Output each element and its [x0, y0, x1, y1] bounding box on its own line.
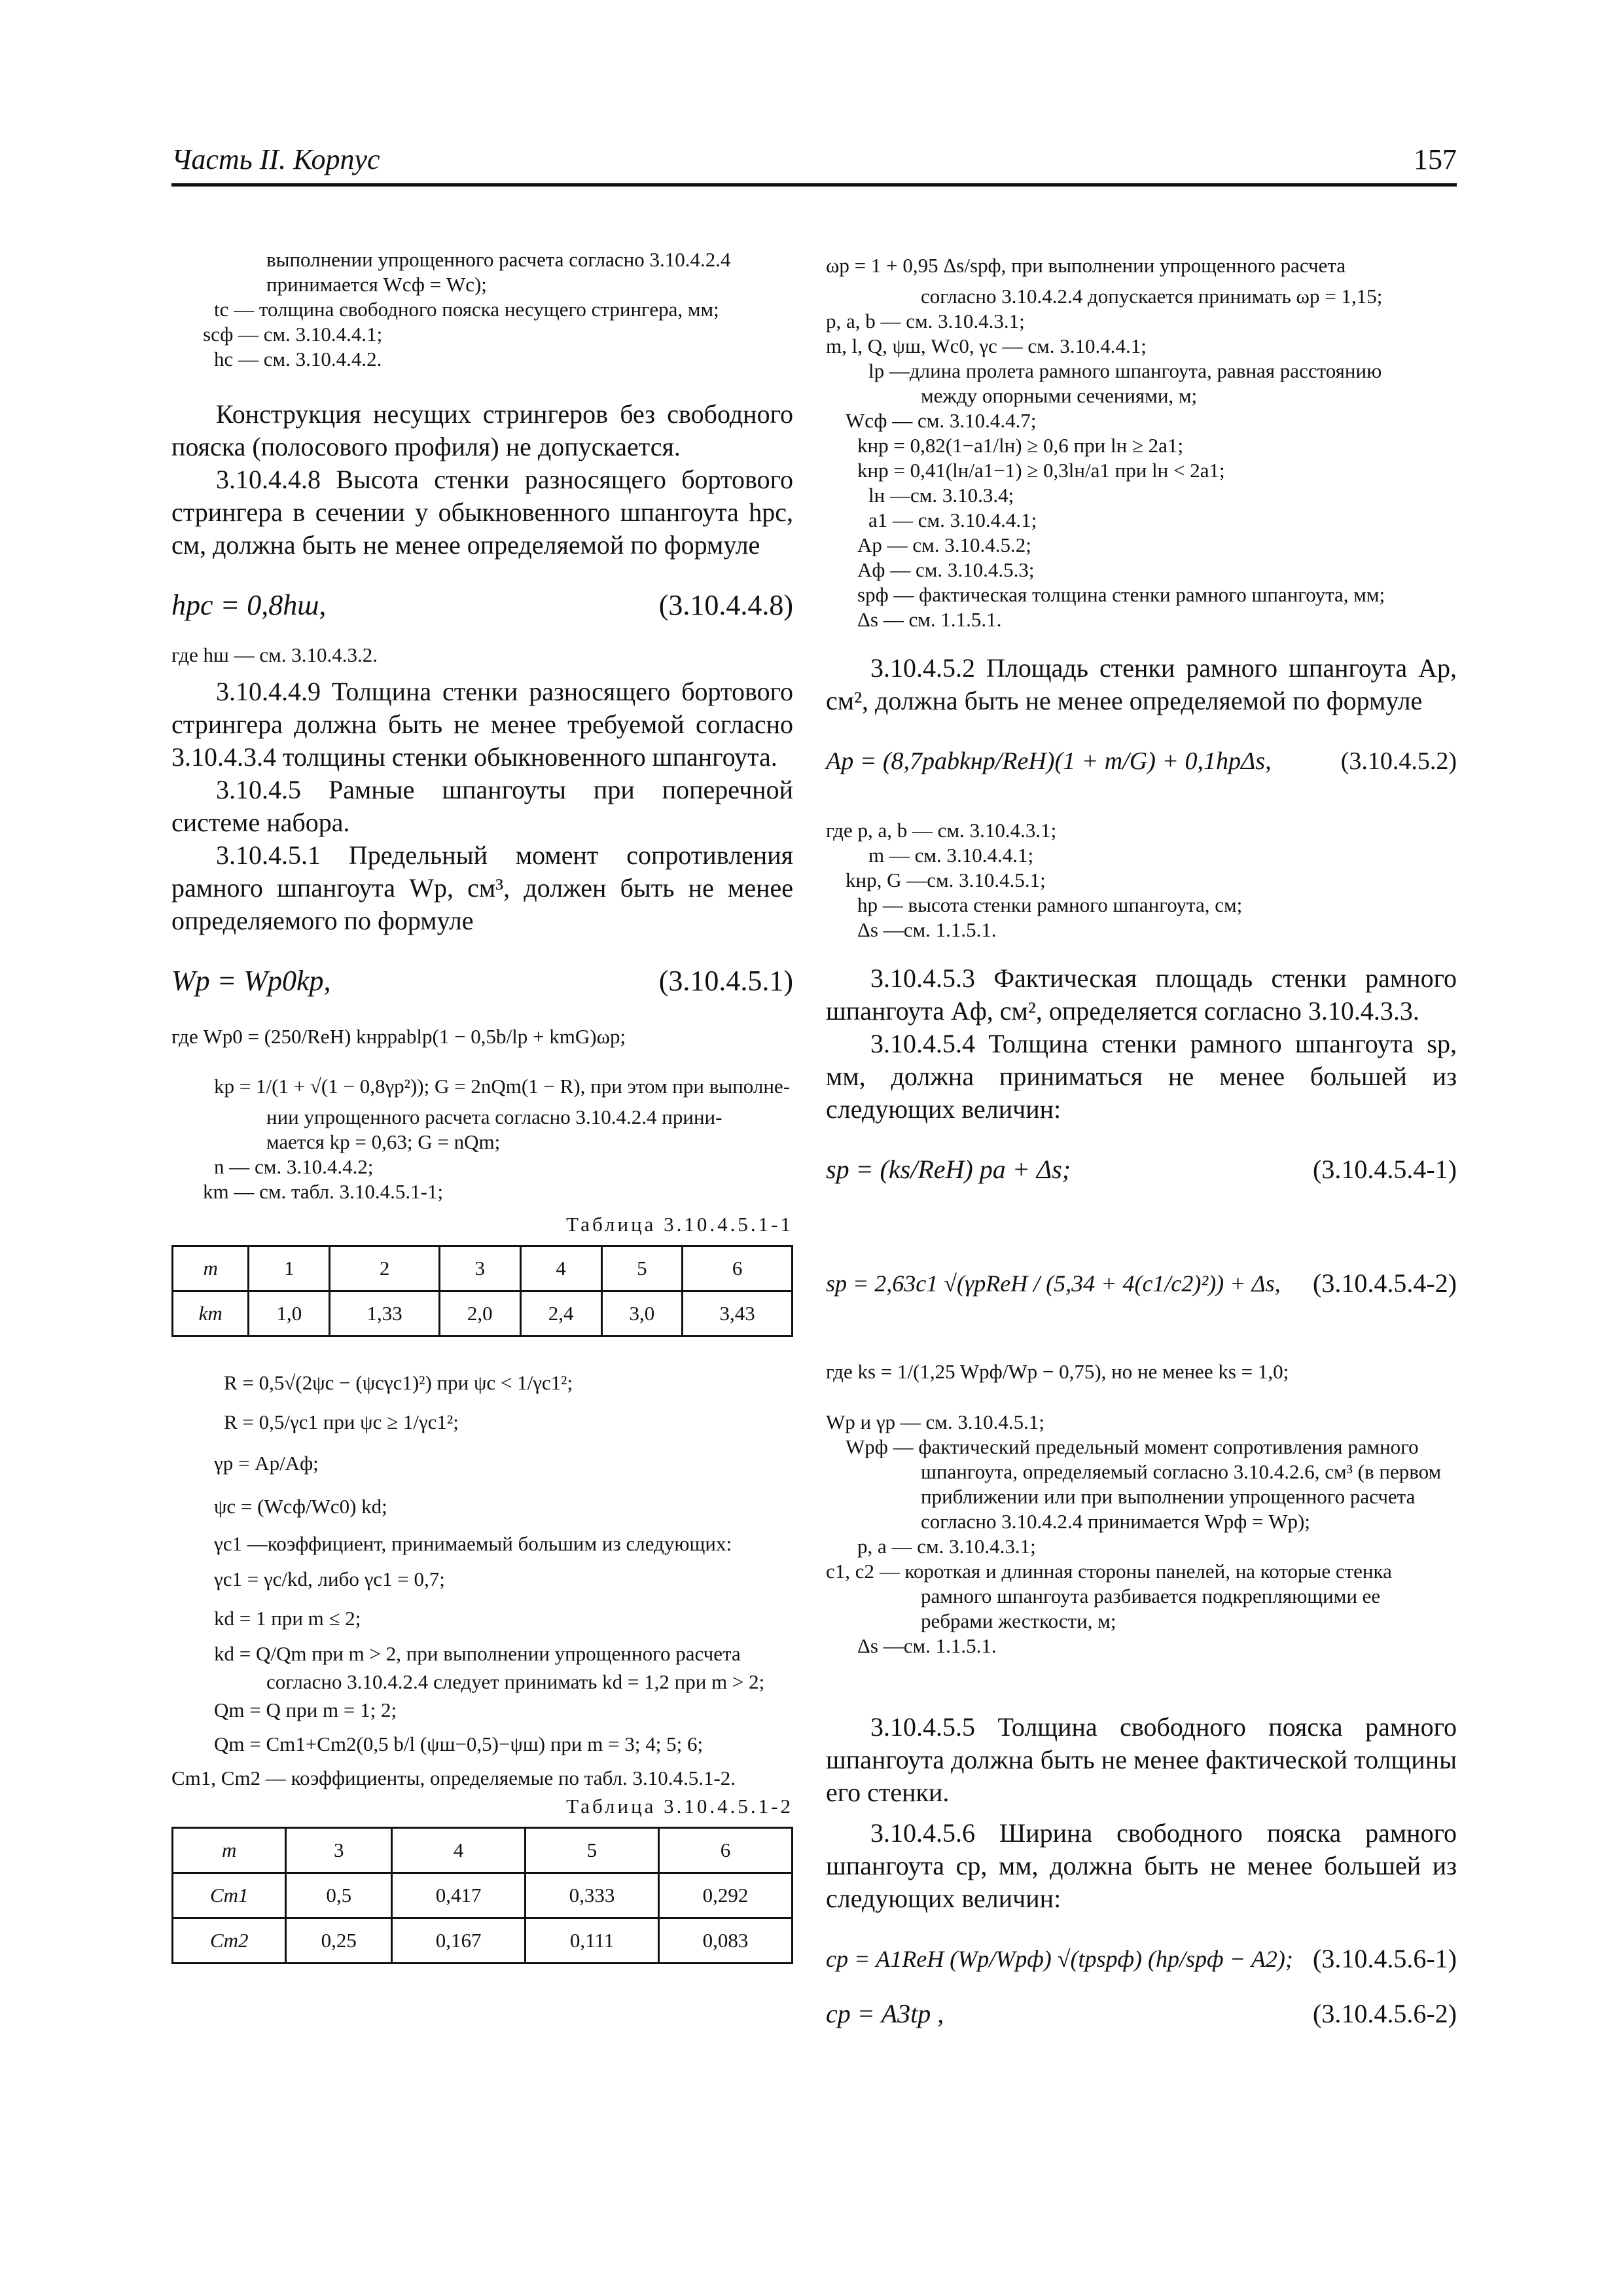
where-line: lн —см. 3.10.3.4;: [868, 484, 1014, 507]
note-line: принимается Wсф = Wс);: [266, 273, 487, 296]
note-line: sсф — см. 3.10.4.4.1;: [203, 323, 383, 346]
table-header-cell: 2: [330, 1246, 440, 1291]
where-line: ребрами жесткости, м;: [921, 1609, 1116, 1632]
equation-line: γс1 = γс/kd, либо γс1 = 0,7;: [214, 1568, 445, 1590]
paragraph: [826, 1711, 1457, 1809]
where-line: p, a — см. 3.10.4.3.1;: [857, 1535, 1036, 1558]
formula-text: Aр = (8,7pabkнр/ReH)(1 + m/G) + 0,1hрΔs,: [826, 747, 1272, 775]
table-header-cell: m: [173, 1246, 249, 1291]
table-row: [173, 1828, 793, 1873]
formula: [171, 588, 793, 623]
table-cell: 2,4: [520, 1291, 601, 1336]
section-number: 3.10.4.5.3: [870, 963, 975, 993]
table-header-cell: 6: [659, 1828, 793, 1873]
section-number: 3.10.4.5.5: [870, 1712, 975, 1742]
table-cell: 0,5: [286, 1873, 392, 1918]
header-title: Часть II. Корпус: [171, 143, 380, 175]
where-line: где p, a, b — см. 3.10.4.3.1;: [826, 819, 1057, 842]
where-line: hр — высота стенки рамного шпангоута, см;: [857, 893, 1243, 916]
running-header: [171, 137, 1457, 187]
table-cell: Cm2: [173, 1918, 286, 1964]
table-header-cell: 3: [286, 1828, 392, 1873]
table-header-cell: 5: [526, 1828, 659, 1873]
table-header-cell: 5: [601, 1246, 683, 1291]
where-line: p, a, b — см. 3.10.4.3.1;: [826, 310, 1025, 332]
table-header-cell: m: [173, 1828, 286, 1873]
section-number: 3.10.4.5: [216, 775, 301, 804]
note-line: tс — толщина свободного пояска несущего стрингера, мм;: [214, 298, 719, 321]
where-line: m — см. 3.10.4.4.1;: [868, 844, 1034, 867]
table-cell: Cm1: [173, 1873, 286, 1918]
note-line: выполнении упрощенного расчета согласно 3.10.4.2.4: [266, 248, 731, 271]
formula-number: (3.10.4.5.1): [658, 965, 793, 997]
where-line: kнр, G —см. 3.10.4.5.1;: [846, 869, 1046, 891]
table-cell: 3,43: [683, 1291, 793, 1336]
where-line: kнр = 0,82(1−a1/lн) ≥ 0,6 при lн ≥ 2a1;: [857, 434, 1184, 457]
table-cell: 3,0: [601, 1291, 683, 1336]
paragraph: [171, 463, 793, 562]
equation-line: R = 0,5√(2ψс − (ψсγс1)²) при ψс < 1/γс1²;: [224, 1371, 573, 1394]
paragraph: [826, 652, 1457, 717]
paragraph: [826, 1817, 1457, 1915]
where-line: m, l, Q, ψш, Wс0, γс — см. 3.10.4.4.1;: [826, 334, 1147, 357]
table-header-cell: 6: [683, 1246, 793, 1291]
table-header-cell: 1: [249, 1246, 330, 1291]
equation-line: согласно 3.10.4.2.4 следует принимать kd = 1,2 при m > 2;: [266, 1670, 765, 1693]
paragraph-text: Площадь стенки рамного шпангоута Aр, см², должна быть не менее определяемой по формуле: [826, 653, 1457, 715]
formula: [826, 1941, 1457, 1977]
where-line: между опорными сечениями, м;: [921, 384, 1198, 407]
table-row: [173, 1873, 793, 1918]
paragraph-text: Толщина стенки рамного шпангоута sр, мм, должна приниматься не менее большей из следующих величин:: [826, 1029, 1457, 1124]
paragraph: Конструкция несущих стрингеров без свободного пояска (полосового профиля) не допускается.: [171, 399, 793, 461]
table-km: [171, 1245, 793, 1337]
where-line: нии упрощенного расчета согласно 3.10.4.2.4 прини-: [266, 1105, 722, 1128]
formula-text: sр = (ks/ReH) pa + Δs;: [826, 1155, 1071, 1184]
formula-number: (3.10.4.5.6-1): [1313, 1944, 1457, 1973]
equation-line: Qm = Cm1+Cm2(0,5 b/l (ψш−0,5)−ψш) при m = 3; 4; 5; 6;: [214, 1732, 704, 1755]
formula-text: sр = 2,63c1 √(γрReH / (5,34 + 4(c1/c2)²)) + Δs,: [826, 1270, 1281, 1297]
formula-text: Wр = Wр0kр,: [171, 965, 331, 997]
equation-line: kd = 1 при m ≤ 2;: [214, 1607, 361, 1630]
table-cm: [171, 1827, 793, 1964]
where-line: согласно 3.10.4.2.4 допускается принимать ωр = 1,15;: [921, 285, 1383, 308]
where-line: Δs —см. 1.1.5.1.: [857, 1634, 997, 1657]
equation-line: γс1 —коэффициент, принимаемый большим из следующих:: [214, 1532, 732, 1555]
table-header-cell: 4: [392, 1828, 526, 1873]
where-line: Aр — см. 3.10.4.5.2;: [857, 533, 1031, 556]
where-line: Aф — см. 3.10.4.5.3;: [857, 558, 1035, 581]
formula-number: (3.10.4.5.4-2): [1313, 1268, 1457, 1298]
formula-text: cр = A3tр ,: [826, 1999, 944, 2028]
where-line: ωр = 1 + 0,95 Δs/sрф, при выполнении упрощенного расчета: [826, 254, 1346, 277]
paragraph-text: Толщина стенки разносящего бортового стрингера должна быть не менее требуемой согласно 3.10.4.3.4 толщины стенки обыкновенного шпангоута.: [171, 677, 793, 772]
table-header-cell: 4: [520, 1246, 601, 1291]
section-number: 3.10.4.5.4: [870, 1029, 975, 1058]
equation-line: ψс = (Wсф/Wс0) kd;: [214, 1495, 387, 1518]
where-line: где Wр0 = (250/ReH) kнрpablр(1 − 0,5b/lр + kmG)ωр;: [171, 1025, 626, 1048]
where-line: n — см. 3.10.4.4.2;: [214, 1155, 374, 1178]
where-line: kр = 1/(1 + √(1 − 0,8γр²)); G = 2nQm(1 − R), при этом при выполне-: [214, 1075, 791, 1098]
paragraph: [171, 675, 793, 774]
formula-number: (3.10.4.5.6-2): [1313, 1999, 1457, 2028]
table-cell: 1,33: [330, 1291, 440, 1336]
section-number: 3.10.4.5.6: [870, 1818, 975, 1848]
where-line: приближении или при выполнении упрощенного расчета: [921, 1485, 1416, 1508]
section-number: 3.10.4.4.9: [216, 677, 321, 706]
where-line: lр —длина пролета рамного шпангоута, равная расстоянию: [868, 359, 1382, 382]
table-row: [173, 1246, 793, 1291]
paragraph-text: Рамные шпангоуты при поперечной системе набора.: [171, 775, 793, 837]
where-line: a1 — см. 3.10.4.4.1;: [868, 509, 1037, 531]
page-number: 157: [1414, 143, 1457, 175]
where-line: kнр = 0,41(lн/a1−1) ≥ 0,3lн/a1 при lн < 2a1;: [857, 459, 1225, 482]
where-line: где ks = 1/(1,25 Wрф/Wр − 0,75), но не менее ks = 1,0;: [826, 1360, 1289, 1383]
paragraph-text: Ширина свободного пояска рамного шпангоута cр, мм, должна быть не менее большей из следующих величин:: [826, 1818, 1457, 1913]
table-cell: 0,083: [659, 1918, 793, 1964]
left-column: [171, 247, 793, 1964]
table-caption: Таблица 3.10.4.5.1-2: [566, 1795, 793, 1818]
table-header-cell: 3: [439, 1246, 520, 1291]
formula-number: (3.10.4.4.8): [658, 589, 793, 621]
equation-line: R = 0,5/γс1 при ψс ≥ 1/γс1²;: [224, 1410, 459, 1433]
equation-line: kd = Q/Qm при m > 2, при выполнении упрощенного расчета: [214, 1642, 741, 1665]
paragraph-text: Фактическая площадь стенки рамного шпангоута Aф, см², определяется согласно 3.10.4.3.3.: [826, 963, 1457, 1026]
right-column: [826, 247, 1457, 2032]
paragraph: [171, 839, 793, 937]
table-caption: Таблица 3.10.4.5.1-1: [566, 1213, 793, 1236]
table-cell: 1,0: [249, 1291, 330, 1336]
formula-text: hрс = 0,8hш,: [171, 589, 327, 621]
formula: [826, 1996, 1457, 2032]
formula-number: (3.10.4.5.4-1): [1313, 1155, 1457, 1184]
section-number: 3.10.4.4.8: [216, 465, 321, 494]
table-row: [173, 1291, 793, 1336]
formula-text: cр = A1ReH (Wр/Wрф) √(tрsрф) (hр/sрф − A2);: [826, 1946, 1293, 1972]
formula: [171, 963, 793, 999]
where-line: Wрф — фактический предельный момент сопротивления рамного: [846, 1435, 1419, 1458]
table-cell: 0,333: [526, 1873, 659, 1918]
table-cell: 0,25: [286, 1918, 392, 1964]
where-line: Wсф — см. 3.10.4.4.7;: [846, 409, 1037, 432]
paragraph: [826, 1028, 1457, 1126]
table-cell: 0,111: [526, 1918, 659, 1964]
where-line: Wр и γр — см. 3.10.4.5.1;: [826, 1410, 1045, 1433]
paragraph-text: Толщина свободного пояска рамного шпангоута должна быть не менее фактической толщины его стенки.: [826, 1712, 1457, 1807]
section-number: 3.10.4.5.1: [216, 840, 321, 870]
where-line: Δs —см. 1.1.5.1.: [857, 918, 997, 941]
table-cell: 0,417: [392, 1873, 526, 1918]
note-line: hс — см. 3.10.4.4.2.: [214, 348, 382, 370]
formula: [826, 1266, 1457, 1301]
paragraph-text: Предельный момент сопротивления рамного шпангоута Wр, см³, должен быть не менее определяемого по формуле: [171, 840, 793, 935]
table-cell: 0,167: [392, 1918, 526, 1964]
formula: [826, 1152, 1457, 1187]
where-line: шпангоута, определяемый согласно 3.10.4.2.6, см³ (в первом: [921, 1460, 1442, 1483]
equation-line: γр = Aр/Aф;: [214, 1452, 319, 1475]
paragraph: [171, 774, 793, 839]
where-line: Δs — см. 1.1.5.1.: [857, 608, 1002, 631]
section-number: 3.10.4.5.2: [870, 653, 975, 683]
formula-number: (3.10.4.5.2): [1340, 747, 1457, 775]
where-line: sрф — фактическая толщина стенки рамного шпангоута, мм;: [857, 583, 1385, 606]
paragraph-text: Высота стенки разносящего бортового стрингера в сечении у обыкновенного шпангоута hрс, см, должна быть не менее определяемой по формуле: [171, 465, 793, 560]
where-line: где hш — см. 3.10.4.3.2.: [171, 643, 378, 666]
where-line: рамного шпангоута разбивается подкрепляющими ее: [921, 1585, 1381, 1607]
where-line: мается kр = 0,63; G = nQm;: [266, 1130, 501, 1153]
where-line: согласно 3.10.4.2.4 принимается Wрф = Wр);: [921, 1510, 1310, 1533]
where-line: c1, c2 — короткая и длинная стороны панелей, на которые стенка: [826, 1560, 1392, 1583]
formula: [826, 744, 1457, 779]
table-cell: km: [173, 1291, 249, 1336]
equation-line: Qm = Q при m = 1; 2;: [214, 1698, 397, 1721]
equation-line: Cm1, Cm2 — коэффициенты, определяемые по табл. 3.10.4.5.1-2.: [171, 1767, 736, 1789]
paragraph: [826, 962, 1457, 1028]
table-row: [173, 1918, 793, 1964]
table-cell: 2,0: [439, 1291, 520, 1336]
table-cell: 0,292: [659, 1873, 793, 1918]
where-line: km — см. табл. 3.10.4.5.1-1;: [203, 1180, 444, 1203]
